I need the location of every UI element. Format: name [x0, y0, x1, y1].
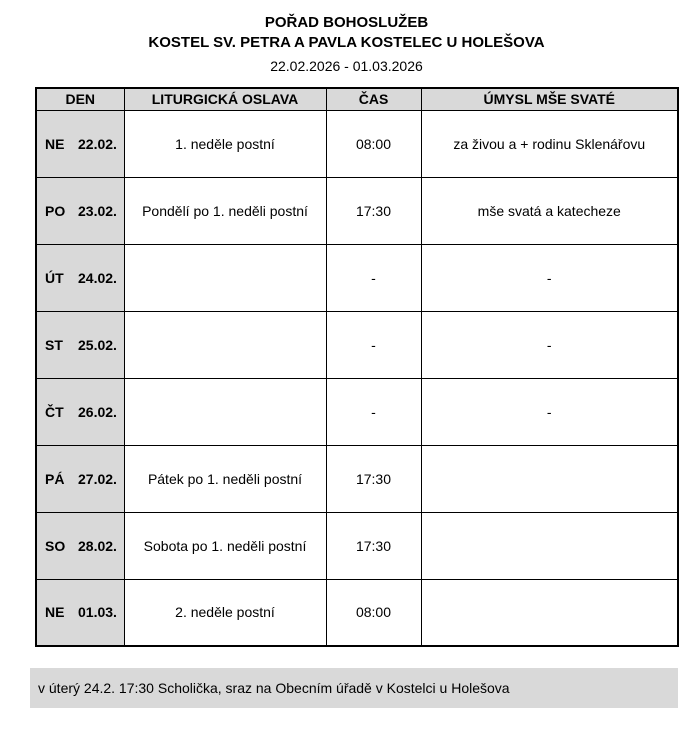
- day-date: 28.02.: [78, 537, 117, 554]
- table-row: [36, 244, 678, 311]
- day-cell: [36, 512, 124, 579]
- day-abbr: SO: [45, 537, 66, 554]
- header-row: [36, 88, 678, 110]
- day-cell: [36, 311, 124, 378]
- day-date: 24.02.: [78, 269, 117, 286]
- time-cell: -: [326, 378, 421, 445]
- day-date: 22.02.: [78, 135, 117, 152]
- table-row: [36, 445, 678, 512]
- day-date: 25.02.: [78, 336, 117, 353]
- day-date: 01.03.: [78, 604, 117, 621]
- intention-cell: -: [421, 378, 678, 445]
- celebration-cell: [124, 311, 326, 378]
- table-row: [36, 311, 678, 378]
- table-row: [36, 579, 678, 646]
- celebration-cell: Sobota po 1. neděli postní: [124, 512, 326, 579]
- time-cell: 08:00: [326, 579, 421, 646]
- day-date: 26.02.: [78, 403, 117, 420]
- footer-note-text: v úterý 24.2. 17:30 Scholička, sraz na Obecním úřadě v Kostelci u Holešova: [38, 680, 510, 696]
- day-date: 23.02.: [78, 202, 117, 219]
- table-row: [36, 512, 678, 579]
- day-abbr: ČT: [45, 403, 64, 420]
- celebration-cell: Pondělí po 1. neděli postní: [124, 177, 326, 244]
- intention-cell: -: [421, 244, 678, 311]
- time-cell: 08:00: [326, 110, 421, 177]
- intention-cell: -: [421, 311, 678, 378]
- time-cell: -: [326, 244, 421, 311]
- column-header-liturgicka-oslava: LITURGICKÁ OSLAVA: [124, 88, 326, 110]
- time-cell: 17:30: [326, 177, 421, 244]
- table-row: [36, 110, 678, 177]
- church-name: KOSTEL SV. PETRA A PAVLA KOSTELEC U HOLEŠOVA: [148, 34, 545, 51]
- intention-cell: [421, 512, 678, 579]
- date-range: 22.02.2026 - 01.03.2026: [270, 58, 423, 74]
- document-header: [0, 0, 693, 74]
- day-cell: [36, 445, 124, 512]
- day-abbr: PÁ: [45, 470, 65, 487]
- schedule-table: [35, 87, 679, 647]
- schedule-body: [36, 110, 678, 646]
- time-cell: 17:30: [326, 512, 421, 579]
- column-header-den: DEN: [36, 88, 124, 110]
- day-abbr: ST: [45, 336, 63, 353]
- footer-note: [30, 668, 678, 708]
- day-abbr: NE: [45, 604, 65, 621]
- column-header-cas: ČAS: [326, 88, 421, 110]
- celebration-cell: 2. neděle postní: [124, 579, 326, 646]
- day-cell: [36, 378, 124, 445]
- intention-cell: [421, 445, 678, 512]
- time-cell: -: [326, 311, 421, 378]
- column-header-umysl: ÚMYSL MŠE SVATÉ: [421, 88, 678, 110]
- intention-cell: za živou a + rodinu Sklenářovu: [421, 110, 678, 177]
- time-cell: 17:30: [326, 445, 421, 512]
- day-cell: [36, 244, 124, 311]
- intention-cell: mše svatá a katecheze: [421, 177, 678, 244]
- table-row: [36, 177, 678, 244]
- intention-cell: [421, 579, 678, 646]
- celebration-cell: Pátek po 1. neděli postní: [124, 445, 326, 512]
- table-row: [36, 378, 678, 445]
- celebration-cell: [124, 378, 326, 445]
- day-date: 27.02.: [78, 470, 117, 487]
- celebration-cell: 1. neděle postní: [124, 110, 326, 177]
- day-cell: [36, 177, 124, 244]
- day-cell: [36, 579, 124, 646]
- day-abbr: ÚT: [45, 269, 64, 286]
- celebration-cell: [124, 244, 326, 311]
- day-abbr: PO: [45, 202, 66, 219]
- page-title: POŘAD BOHOSLUŽEB: [264, 14, 429, 31]
- day-abbr: NE: [45, 135, 65, 152]
- day-cell: [36, 110, 124, 177]
